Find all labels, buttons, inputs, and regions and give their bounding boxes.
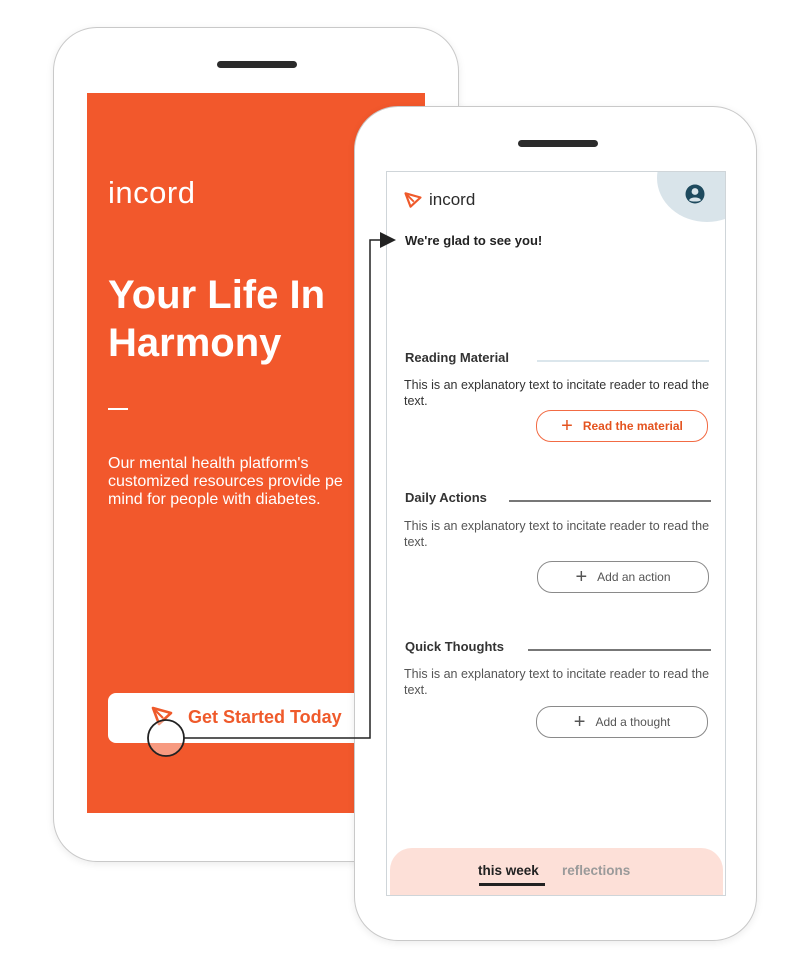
plus-icon: + (561, 415, 573, 437)
reading-material-text: This is an explanatory text to incitate reader to read the text. (404, 378, 710, 408)
plus-icon: + (573, 711, 586, 733)
add-thought-label: Add a thought (595, 715, 671, 729)
get-started-label: Get Started Today (188, 707, 342, 727)
daily-actions-title: Daily Actions (405, 490, 487, 505)
flow-arrow-head (380, 232, 396, 248)
plus-icon: + (575, 566, 588, 588)
brand-name: incord (429, 190, 476, 209)
read-material-label: Read the material (582, 419, 683, 433)
quick-thoughts-title: Quick Thoughts (405, 639, 504, 654)
hero-description: Our mental health platform's customized resources provide pe mind for people with diabetes. (108, 455, 343, 508)
tab-this-week[interactable]: this week (478, 863, 539, 878)
quick-thoughts-text: This is an explanatory text to incitate reader to read the text. (404, 667, 710, 697)
tap-target-circle (148, 720, 184, 756)
hero-title: Your Life In Harmony (108, 273, 326, 365)
brand-logo: incord (108, 175, 196, 210)
flow-arrow-line (184, 240, 386, 738)
daily-actions-text: This is an explanatory text to incitate reader to read the text. (404, 519, 710, 549)
reading-material-title: Reading Material (405, 350, 510, 365)
tab-reflections[interactable]: reflections (562, 863, 631, 878)
greeting-text: We're glad to see you! (405, 233, 543, 248)
add-action-label: Add an action (597, 570, 671, 584)
